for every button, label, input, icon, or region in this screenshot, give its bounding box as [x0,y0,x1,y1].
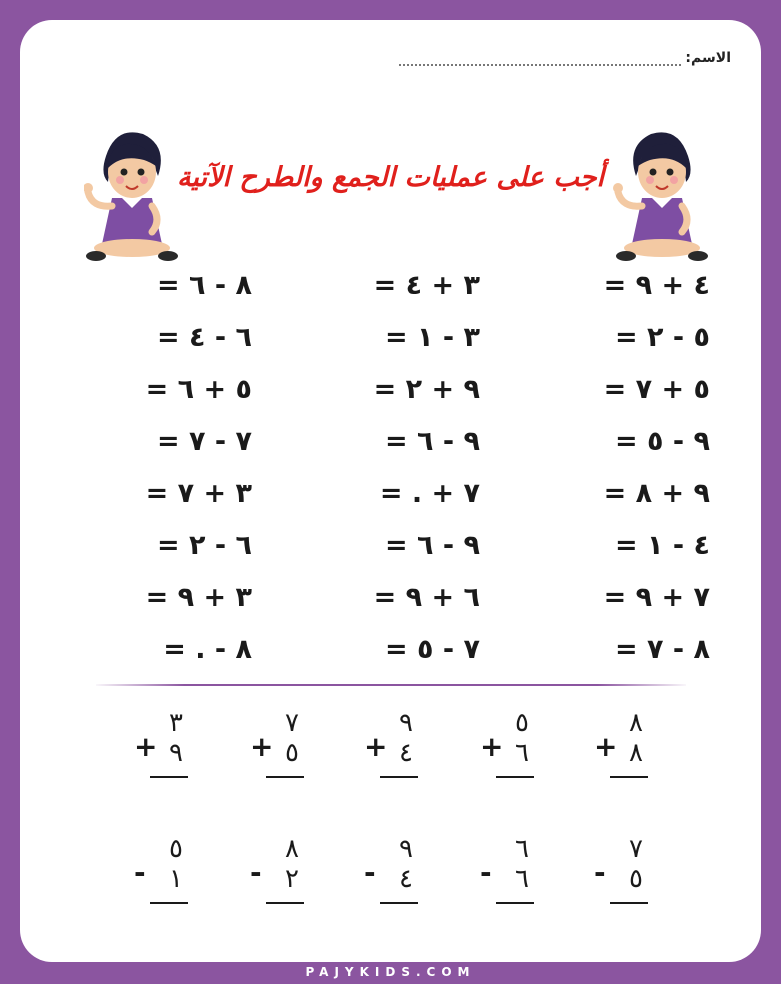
minus-sign: - [250,856,262,889]
equation-column-right [580,260,710,676]
equation[interactable]: ٧ + . = [379,478,480,509]
equation[interactable]: ٤ + ٩ = [603,270,710,301]
minus-sign: - [134,856,146,889]
equation[interactable]: ٩ - ٦ = [384,426,480,457]
equation-column-middle [350,260,480,676]
plus-sign: + [594,730,618,763]
bottom-digit: ٩ [169,738,183,768]
bottom-digit: ٢ [285,864,299,894]
top-digit: ٨ [629,708,643,738]
equation[interactable]: ٥ + ٧ = [603,374,710,405]
equation[interactable]: ٧ + ٩ = [603,582,710,613]
equation[interactable]: ٩ + ٢ = [373,374,480,405]
top-digit: ٧ [285,708,299,738]
vertical-problem[interactable] [594,834,654,924]
answer-line[interactable] [150,776,188,778]
top-digit: ٨ [285,834,299,864]
answer-line[interactable] [380,902,418,904]
plus-sign: + [480,730,504,763]
top-digit: ٦ [515,834,529,864]
top-digit: ٩ [399,834,413,864]
equation[interactable]: ٧ - ٧ = [156,426,252,457]
equation[interactable]: ٦ - ٤ = [156,322,252,353]
plus-sign: + [134,730,158,763]
equation[interactable]: ٦ + ٩ = [373,582,480,613]
top-digit: ٣ [169,708,183,738]
vertical-subtraction-row [20,834,761,934]
plus-sign: + [250,730,274,763]
vertical-problem[interactable] [364,708,424,798]
answer-line[interactable] [610,902,648,904]
bottom-digit: ١ [169,864,183,894]
minus-sign: - [594,856,606,889]
bottom-digit: ٤ [399,864,413,894]
top-digit: ٥ [169,834,183,864]
equation[interactable]: ٨ - ٧ = [614,634,710,665]
answer-line[interactable] [266,776,304,778]
equation-column-left [122,260,252,676]
worksheet [20,20,761,962]
answer-line[interactable] [496,902,534,904]
equation[interactable]: ٣ + ٤ = [373,270,480,301]
answer-line[interactable] [150,902,188,904]
equation[interactable]: ٣ + ٧ = [145,478,252,509]
equation[interactable]: ٧ - ٥ = [384,634,480,665]
bottom-digit: ٨ [629,738,643,768]
top-digit: ٥ [515,708,529,738]
vertical-problem[interactable] [250,834,310,924]
name-label: الاسم: [685,50,731,66]
equation[interactable]: ٥ + ٦ = [145,374,252,405]
bottom-digit: ٤ [399,738,413,768]
minus-sign: - [364,856,376,889]
answer-line[interactable] [496,776,534,778]
vertical-problem[interactable] [134,708,194,798]
plus-sign: + [364,730,388,763]
equation[interactable]: ٣ - ١ = [384,322,480,353]
worksheet-title: أجب على عمليات الجمع والطرح الآتية [176,162,605,193]
top-digit: ٧ [629,834,643,864]
vertical-problem[interactable] [134,834,194,924]
equation[interactable]: ٦ - ٢ = [156,530,252,561]
equation[interactable]: ٨ - . = [163,634,252,665]
equation[interactable]: ٣ + ٩ = [145,582,252,613]
name-field-row [399,50,731,66]
equation[interactable]: ٤ - ١ = [614,530,710,561]
bottom-digit: ٦ [515,738,529,768]
bottom-digit: ٥ [629,864,643,894]
top-digit: ٩ [399,708,413,738]
equation[interactable]: ٨ - ٦ = [156,270,252,301]
bottom-digit: ٦ [515,864,529,894]
vertical-problem[interactable] [364,834,424,924]
section-divider [96,684,686,686]
answer-line[interactable] [266,902,304,904]
minus-sign: - [480,856,492,889]
vertical-addition-row [20,708,761,808]
name-input-line[interactable] [399,54,681,66]
vertical-problem[interactable] [250,708,310,798]
equation[interactable]: ٩ - ٥ = [614,426,710,457]
vertical-problem[interactable] [594,708,654,798]
bottom-digit: ٥ [285,738,299,768]
equation[interactable]: ٩ + ٨ = [603,478,710,509]
answer-line[interactable] [610,776,648,778]
equation[interactable]: ٥ - ٢ = [614,322,710,353]
answer-line[interactable] [380,776,418,778]
footer-brand: PAJYKIDS.COM [305,965,476,979]
vertical-problem[interactable] [480,708,540,798]
vertical-problem[interactable] [480,834,540,924]
equation[interactable]: ٩ - ٦ = [384,530,480,561]
